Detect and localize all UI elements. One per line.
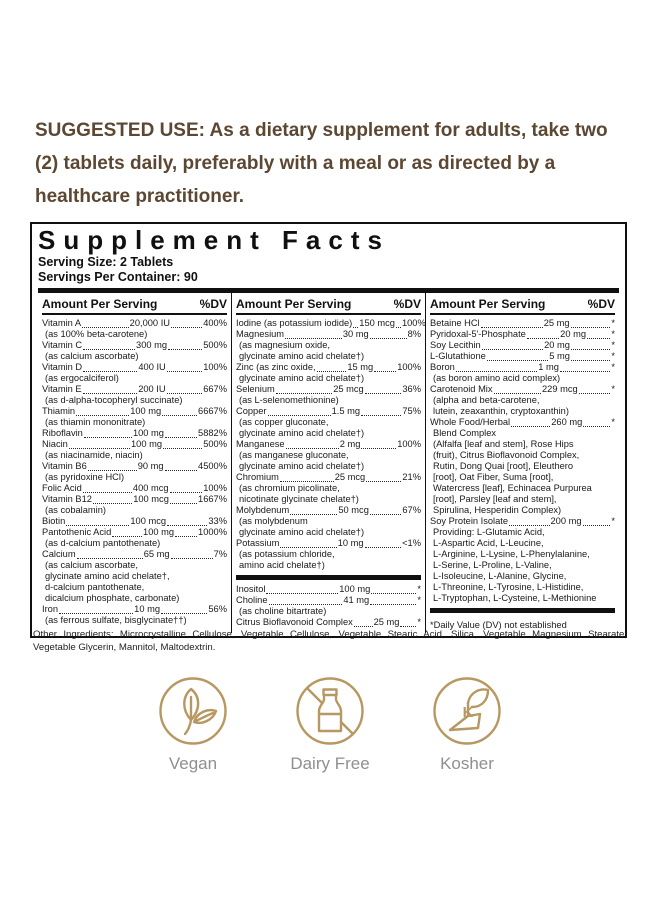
dot-leader xyxy=(579,393,611,394)
nutrient-amount: 1.5 mg xyxy=(331,406,361,416)
nutrient-name: Potassium xyxy=(236,538,280,548)
nutrient-row xyxy=(42,384,227,395)
nutrient-detail: Blend Complex xyxy=(433,428,497,438)
nutrient-detail: L-Tryptophan, L-Cysteine, L-Methionine xyxy=(433,593,597,603)
nutrient-amount: 10 mg xyxy=(134,604,161,614)
nutrient-amount: 229 mcg xyxy=(542,384,578,394)
dot-leader xyxy=(560,371,610,372)
facts-column-3 xyxy=(425,293,619,633)
dot-leader xyxy=(171,558,213,559)
dot-leader xyxy=(370,338,407,339)
nutrient-name: Vitamin A xyxy=(42,318,82,328)
dot-leader xyxy=(84,437,132,438)
nutrient-name: Vitamin D xyxy=(42,362,83,372)
nutrient-row xyxy=(42,483,227,494)
nutrient-amount: 300 mg xyxy=(136,340,168,350)
dot-leader xyxy=(76,415,129,416)
nutrient-name: Iron xyxy=(42,604,59,614)
dot-leader xyxy=(112,536,142,537)
dot-leader xyxy=(370,514,402,515)
section-divider-bar xyxy=(236,575,421,580)
dot-leader xyxy=(83,393,138,394)
column-header xyxy=(42,293,227,315)
nutrient-dv: <1% xyxy=(402,538,421,548)
nutrient-detail: Rutin, Dong Quai [root], Eleuthero xyxy=(433,461,574,471)
nutrient-dv: * xyxy=(611,417,615,427)
nutrient-row xyxy=(430,516,615,527)
nutrient-name: Carotenoid Mix xyxy=(430,384,493,394)
dot-leader xyxy=(266,593,338,594)
nutrient-detail: (as calcium ascorbate) xyxy=(45,351,139,361)
nutrient-detail: amino acid chelate†) xyxy=(239,560,325,570)
dot-leader xyxy=(571,349,610,350)
nutrient-dv: 67% xyxy=(402,505,421,515)
nutrient-amount: 25 mcg xyxy=(333,384,364,394)
nutrient-name: Citrus Bioflavonoid Complex xyxy=(236,617,353,627)
dot-leader xyxy=(165,437,197,438)
dot-leader xyxy=(83,371,137,372)
dot-leader xyxy=(276,393,332,394)
nutrient-name: Selenium xyxy=(236,384,275,394)
dot-leader xyxy=(365,547,402,548)
nutrient-detail: nicotinate glycinate chelate†) xyxy=(239,494,359,504)
nutrient-dv: 4500% xyxy=(198,461,227,471)
nutrient-dv: * xyxy=(611,362,615,372)
nutrient-row xyxy=(42,527,227,538)
dot-leader xyxy=(456,371,537,372)
dot-leader xyxy=(268,415,331,416)
nutrient-amount: 260 mg xyxy=(551,417,583,427)
nutrient-row xyxy=(236,472,421,483)
nutrient-row xyxy=(42,604,227,615)
nutrient-row xyxy=(236,584,421,595)
nutrient-name: Boron xyxy=(430,362,455,372)
nutrient-detail: glycinate amino acid chelate†, xyxy=(45,571,170,581)
nutrient-row xyxy=(236,538,421,549)
nutrient-detail: L-Isoleucine, L-Alanine, Glycine, xyxy=(433,571,567,581)
dot-leader xyxy=(494,393,541,394)
nutrient-dv: 36% xyxy=(402,384,421,394)
nutrient-name: Choline xyxy=(236,595,268,605)
nutrient-name: Manganese xyxy=(236,439,285,449)
nutrient-amount: 150 mcg xyxy=(359,318,395,328)
nutrient-amount: 65 mg xyxy=(143,549,170,559)
nutrient-name: Zinc (as zinc oxide, xyxy=(236,362,316,372)
dot-leader xyxy=(165,470,198,471)
nutrient-detail: dicalcium phosphate, carbonate) xyxy=(45,593,180,603)
column-header-amount: Amount Per Serving xyxy=(236,297,352,311)
dot-leader xyxy=(317,371,347,372)
dot-leader xyxy=(167,371,202,372)
nutrient-name: L-Glutathione xyxy=(430,351,486,361)
nutrient-dv: 500% xyxy=(203,340,227,350)
section-divider-bar xyxy=(430,608,615,613)
nutrient-name: Vitamin E xyxy=(42,384,82,394)
leaf-icon xyxy=(158,676,228,746)
dot-leader xyxy=(83,492,132,493)
nutrient-row xyxy=(236,505,421,516)
dot-leader xyxy=(361,448,396,449)
nutrient-row xyxy=(430,417,615,428)
nutrient-dv: 100% xyxy=(203,483,227,493)
nutrient-amount: 25 mcg xyxy=(334,472,366,482)
nutrient-name: Vitamin B6 xyxy=(42,461,87,471)
nutrient-dv: 100% xyxy=(401,318,426,328)
nutrient-dv: 75% xyxy=(402,406,421,416)
dot-leader xyxy=(93,503,132,504)
facts-column-1 xyxy=(38,293,231,633)
nutrient-detail: Providing: L-Glutamic Acid, xyxy=(433,527,545,537)
nutrient-amount: 400 mcg xyxy=(132,483,169,493)
nutrient-detail: (as niacinamide, niacin) xyxy=(45,450,143,460)
dot-leader xyxy=(285,338,342,339)
nutrient-row xyxy=(430,318,615,329)
nutrient-name: Copper xyxy=(236,406,267,416)
dot-leader xyxy=(88,470,137,471)
nutrient-detail: Spirulina, Hesperidin Complex) xyxy=(433,505,562,515)
nutrient-detail: (as chromium picolinate, xyxy=(239,483,340,493)
dot-leader xyxy=(83,349,135,350)
nutrient-amount: 20,000 IU xyxy=(129,318,170,328)
nutrient-dv: 500% xyxy=(203,439,227,449)
certification-badges xyxy=(0,676,660,774)
nutrient-amount: 25 mg xyxy=(373,617,400,627)
nutrient-row xyxy=(430,329,615,340)
nutrient-detail: (as copper gluconate, xyxy=(239,417,329,427)
nutrient-detail: (as d-alpha-tocopheryl succinate) xyxy=(45,395,183,405)
nutrient-detail: (as 100% beta-carotene) xyxy=(45,329,148,339)
dot-leader xyxy=(571,360,610,361)
dot-leader xyxy=(481,327,543,328)
nutrient-detail: (alpha and beta-carotene, xyxy=(433,395,540,405)
nutrient-dv: 6667% xyxy=(198,406,227,416)
nutrient-name: Pantothenic Acid xyxy=(42,527,112,537)
nutrient-detail: L-Arginine, L-Lysine, L-Phenylalanine, xyxy=(433,549,590,559)
dot-leader xyxy=(509,525,549,526)
dot-leader xyxy=(280,547,336,548)
nutrient-detail: glycinate amino acid chelate†) xyxy=(239,527,365,537)
nutrient-dv: * xyxy=(611,318,615,328)
nutrient-detail: (Alfalfa [leaf and stem], Rose Hips xyxy=(433,439,574,449)
facts-column-2 xyxy=(231,293,425,633)
dot-leader xyxy=(170,492,203,493)
nutrient-dv: * xyxy=(417,595,421,605)
dot-leader xyxy=(77,558,143,559)
dot-leader xyxy=(571,327,611,328)
nutrient-amount: 400 IU xyxy=(138,362,166,372)
nutrient-detail: [root], Oat Fiber, Suma [root], xyxy=(433,472,554,482)
column-header-dv: %DV xyxy=(199,297,227,311)
nutrient-amount: 100 mcg xyxy=(130,516,167,526)
nutrient-dv: 100% xyxy=(397,439,421,449)
nutrient-dv: 5882% xyxy=(198,428,227,438)
nutrient-dv: 56% xyxy=(208,604,227,614)
nutrient-row xyxy=(42,549,227,560)
servings-per-container: Servings Per Container: 90 xyxy=(38,270,198,284)
nutrient-row xyxy=(42,318,227,329)
dot-leader xyxy=(366,481,401,482)
nutrient-dv: 1000% xyxy=(198,527,227,537)
nutrient-detail: Watercress [leaf], Echinacea Purpurea xyxy=(433,483,592,493)
nutrient-detail: d-calcium pantothenate, xyxy=(45,582,145,592)
nutrient-dv: * xyxy=(611,340,615,350)
nutrient-amount: 100 mg xyxy=(130,406,162,416)
nutrient-row xyxy=(236,318,426,329)
nutrient-dv: 8% xyxy=(407,329,421,339)
column-header-dv: %DV xyxy=(587,297,615,311)
badge-label: Vegan xyxy=(168,754,218,773)
column-header-amount: Amount Per Serving xyxy=(430,297,546,311)
dot-leader xyxy=(163,448,202,449)
dot-leader xyxy=(482,349,543,350)
nutrient-detail: (as d-calcium pantothenate) xyxy=(45,538,161,548)
nutrient-row xyxy=(236,595,421,606)
nutrient-amount: 90 mg xyxy=(137,461,164,471)
nutrient-amount: 10 mg xyxy=(337,538,364,548)
nutrient-dv: * xyxy=(611,351,615,361)
nutrient-dv: 100% xyxy=(203,362,227,372)
column-header xyxy=(236,293,421,315)
nutrient-dv: * xyxy=(611,516,615,526)
nutrient-name: Folic Acid xyxy=(42,483,82,493)
dot-leader xyxy=(511,426,550,427)
dot-leader xyxy=(290,514,337,515)
nutrient-amount: 1 mg xyxy=(538,362,559,372)
column-header xyxy=(430,293,615,315)
nutrient-amount: 30 mg xyxy=(342,329,369,339)
nutrient-amount: 200 IU xyxy=(138,384,166,394)
nutrient-row xyxy=(42,494,227,505)
nutrient-row xyxy=(236,439,421,450)
nutrient-row xyxy=(430,384,615,395)
nutrient-name: Thiamin xyxy=(42,406,76,416)
suggested-use-text: SUGGESTED USE: As a dietary supplement for adults, take two (2) tablets daily, preferably with a meal or as directed by a healthcare practitioner. xyxy=(35,120,608,207)
nutrient-amount: 100 mg xyxy=(143,527,175,537)
nutrient-name: Inositol xyxy=(236,584,266,594)
dot-leader xyxy=(286,448,339,449)
nutrient-amount: 41 mg xyxy=(343,595,370,605)
dot-leader xyxy=(167,393,203,394)
nutrient-detail: (as molybdenum xyxy=(239,516,308,526)
nutrient-amount: 200 mg xyxy=(550,516,582,526)
nutrient-row xyxy=(42,428,227,439)
nutrient-detail: (as choline bitartrate) xyxy=(239,606,327,616)
nutrient-detail: (as thiamin mononitrate) xyxy=(45,417,146,427)
nutrient-row xyxy=(236,384,421,395)
nutrient-detail: glycinate amino acid chelate†) xyxy=(239,373,365,383)
dot-leader xyxy=(175,536,197,537)
dot-leader xyxy=(82,327,129,328)
nutrient-dv: * xyxy=(417,617,421,627)
nutrient-dv: * xyxy=(611,384,615,394)
nutrient-row xyxy=(42,362,227,373)
nutrient-amount: 15 mg xyxy=(347,362,374,372)
nutrient-name: Soy Protein Isolate xyxy=(430,516,509,526)
nutrient-detail: (as magnesium oxide, xyxy=(239,340,330,350)
dot-leader xyxy=(167,525,207,526)
dot-leader xyxy=(371,593,416,594)
nutrient-row xyxy=(236,362,421,373)
nutrient-name: Calcium xyxy=(42,549,76,559)
nutrient-detail: (as manganese gluconate, xyxy=(239,450,349,460)
badge-vegan xyxy=(147,676,239,774)
badge-label: Dairy Free xyxy=(290,754,370,773)
nutrient-row xyxy=(430,340,615,351)
dot-leader xyxy=(66,525,129,526)
dot-leader xyxy=(400,626,416,627)
nutrient-row xyxy=(42,461,227,472)
nutrient-name: Iodine (as potassium iodide) xyxy=(236,318,353,328)
nutrient-row xyxy=(236,406,421,417)
nutrient-detail: glycinate amino acid chelate†) xyxy=(239,351,365,361)
dot-leader xyxy=(527,338,559,339)
dot-leader xyxy=(162,415,197,416)
nutrient-dv: 400% xyxy=(203,318,227,328)
nutrient-dv: * xyxy=(611,329,615,339)
nutrient-name: Soy Lecithin xyxy=(430,340,481,350)
nutrient-name: Vitamin C xyxy=(42,340,83,350)
nutrient-detail: (as L-selenomethionine) xyxy=(239,395,339,405)
nutrient-name: Pyridoxal-5'-Phosphate xyxy=(430,329,526,339)
nutrient-detail: L-Serine, L-Proline, L-Valine, xyxy=(433,560,552,570)
nutrient-detail: glycinate amino acid chelate†) xyxy=(239,428,365,438)
nutrient-detail: L-Threonine, L-Tyrosine, L-Histidine, xyxy=(433,582,584,592)
dot-leader xyxy=(587,338,610,339)
nutrient-dv: 667% xyxy=(203,384,227,394)
nutrient-row xyxy=(42,340,227,351)
serving-size: Serving Size: 2 Tablets xyxy=(38,255,174,269)
nutrient-amount: 100 mg xyxy=(339,584,371,594)
dot-leader xyxy=(69,448,130,449)
nutrient-amount: 100 mg xyxy=(130,439,162,449)
nutrient-amount: 25 mg xyxy=(543,318,570,328)
nutrient-row xyxy=(42,439,227,450)
nutrient-name: Vitamin B12 xyxy=(42,494,92,504)
nutrient-detail: (as pyridoxine HCl) xyxy=(45,472,125,482)
nutrient-detail: (as ferrous sulfate, bisglycinate††) xyxy=(45,615,187,625)
nutrient-amount: 20 mg xyxy=(544,340,570,350)
dot-leader xyxy=(487,360,548,361)
dot-leader xyxy=(170,503,197,504)
svg-text:K: K xyxy=(462,704,474,721)
nutrient-detail: (fruit), Citrus Bioflavonoid Complex, xyxy=(433,450,580,460)
nutrient-detail: (as boron amino acid complex) xyxy=(433,373,561,383)
badge-label: Kosher xyxy=(440,754,494,773)
facts-columns xyxy=(38,293,619,633)
nutrient-dv: 33% xyxy=(208,516,227,526)
nutrient-name: Niacin xyxy=(42,439,68,449)
nutrient-amount: 2 mg xyxy=(339,439,361,449)
badge-kosher xyxy=(421,676,513,774)
nutrient-name: Biotin xyxy=(42,516,66,526)
nutrient-detail: [root], Parsley [leaf and stem], xyxy=(433,494,557,504)
dot-leader xyxy=(168,349,202,350)
nutrient-name: Whole Food/Herbal xyxy=(430,417,511,427)
daily-value-footnote: *Daily Value (DV) not established xyxy=(430,620,567,630)
dot-leader xyxy=(59,613,133,614)
dot-leader xyxy=(354,626,373,627)
nutrient-amount: 100 mcg xyxy=(133,494,169,504)
supplement-facts-panel xyxy=(30,222,627,638)
nutrient-detail: L-Aspartic Acid, L-Leucine, xyxy=(433,538,544,548)
nutrient-amount: 50 mcg xyxy=(338,505,369,515)
other-ingredients-text: Other Ingredients: Microcrystalline Cellulose, Vegetable Cellulose, Vegetable Stearic Acid, Silica, Vegetable Magnesium Stearate, Vegetable Glycerin, Mannitol, Maltodextrin. xyxy=(33,629,627,653)
nutrient-dv: 1667% xyxy=(198,494,227,504)
nutrient-row xyxy=(430,362,615,373)
nutrient-detail: (as cobalamin) xyxy=(45,505,106,515)
dot-leader xyxy=(361,415,401,416)
kosher-k-icon xyxy=(432,676,502,746)
dot-leader xyxy=(161,613,207,614)
dot-leader xyxy=(353,327,358,328)
nutrient-detail: (as potassium chloride, xyxy=(239,549,335,559)
dot-leader xyxy=(171,327,202,328)
nutrient-detail: glycinate amino acid chelate†) xyxy=(239,461,365,471)
dot-leader xyxy=(280,481,334,482)
nutrient-amount: 5 mg xyxy=(549,351,570,361)
nutrient-name: Riboflavin xyxy=(42,428,83,438)
nutrient-amount: 20 mg xyxy=(560,329,586,339)
badge-dairy-free xyxy=(284,676,376,774)
milk-bottle-slash-icon xyxy=(295,676,365,746)
dot-leader xyxy=(396,327,401,328)
dot-leader xyxy=(583,525,611,526)
column-header-dv: %DV xyxy=(393,297,421,311)
supplement-facts-title: Supplement Facts xyxy=(38,225,390,255)
nutrient-row xyxy=(236,329,421,340)
dot-leader xyxy=(583,426,610,427)
nutrient-row xyxy=(42,516,227,527)
nutrient-row xyxy=(236,617,421,628)
nutrient-detail: lutein, zeaxanthin, cryptoxanthin) xyxy=(433,406,569,416)
nutrient-name: Betaine HCl xyxy=(430,318,480,328)
nutrient-name: Magnesium xyxy=(236,329,285,339)
nutrient-detail: (as ergocalciferol) xyxy=(45,373,119,383)
dot-leader xyxy=(269,604,343,605)
nutrient-row xyxy=(430,351,615,362)
nutrient-row xyxy=(42,406,227,417)
column-header-amount: Amount Per Serving xyxy=(42,297,158,311)
nutrient-dv: 7% xyxy=(213,549,227,559)
dot-leader xyxy=(365,393,402,394)
nutrient-dv: 100% xyxy=(397,362,421,372)
nutrient-name: Molybdenum xyxy=(236,505,290,515)
nutrient-amount: 100 mg xyxy=(132,428,164,438)
nutrient-detail: (as calcium ascorbate, xyxy=(45,560,139,570)
nutrient-name: Chromium xyxy=(236,472,279,482)
dot-leader xyxy=(374,371,396,372)
nutrient-dv: 21% xyxy=(402,472,421,482)
nutrient-dv: * xyxy=(417,584,421,594)
dot-leader xyxy=(370,604,416,605)
